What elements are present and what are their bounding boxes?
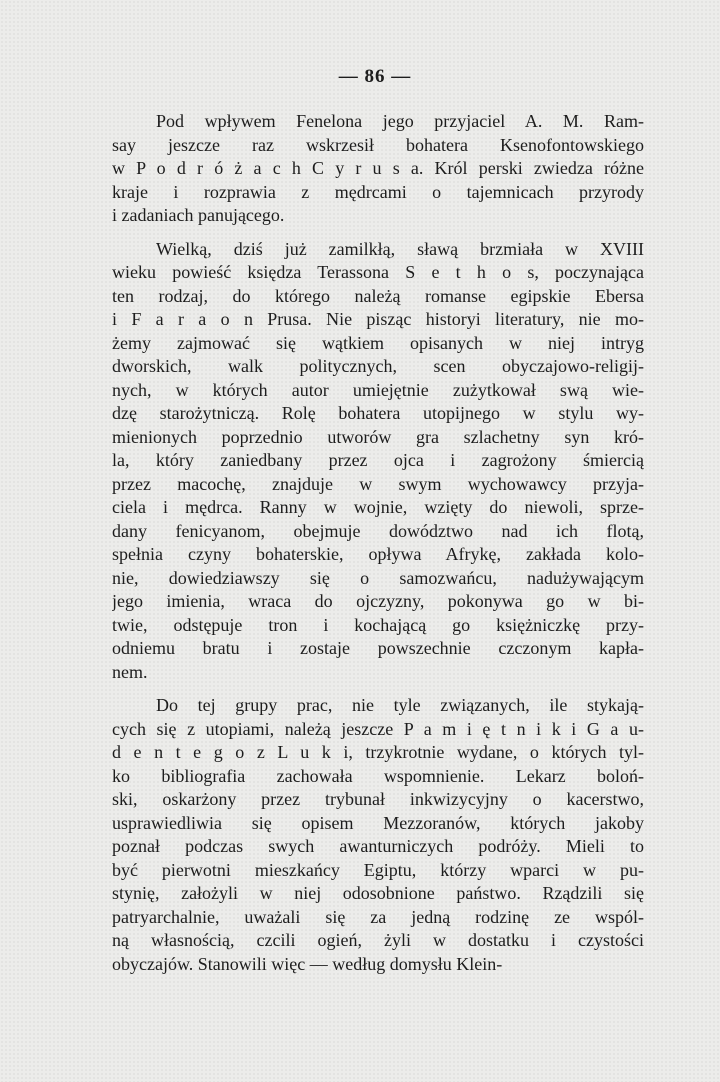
text-line: patryarchalnie, uważali się za jedną rodzinę ze wspól- [112, 906, 644, 927]
text-line: mienionych poprzednio utworów gra szlachetny syn kró- [112, 426, 644, 447]
text-line: Pod wpływem Fenelona jego przyjaciel A. M. Ram- [156, 111, 644, 131]
text-line: nych, w których autor umiejętnie zużytkował swą wie- [112, 379, 644, 400]
text-line: d e n t e g o z L u k i, trzykrotnie wydane, o których tyl- [112, 742, 644, 762]
paragraph [112, 110, 644, 228]
text-line: odniemu bratu i zostaje powszechnie czczonym kapła- [112, 638, 644, 658]
paragraph-gap [112, 228, 644, 238]
text-line: nie, dowiedziawszy się o samozwańcu, nadużywającym [112, 567, 644, 588]
text-line: stynię, założyli w niej odosobnione państwo. Rządzili się [112, 883, 644, 903]
text-line: wieku powieść księdza Terassona S e t h o s, poczynająca [112, 262, 644, 282]
text-line: spełnia czyny bohaterskie, opływa Afrykę, zakłada kolo- [112, 544, 644, 564]
text-line: ten rodzaj, do którego należą romanse egipskie Ebersa [112, 285, 644, 306]
text-line: ciela i mędrca. Ranny w wojnie, wzięty do niewoli, sprze- [112, 497, 644, 517]
text-line: jego imienia, wraca do ojczyzny, pokonywa go w bi- [112, 591, 644, 611]
page-number: — 86 — [338, 66, 412, 87]
text-line: ko bibliografia zachowała wspomnienie. Lekarz boloń- [112, 765, 644, 786]
text-line: przez macochę, znajduje w swym wychowawcy przyja- [112, 473, 644, 494]
text-line: być pierwotni mieszkańcy Egiptu, którzy wparci w pu- [112, 859, 644, 880]
text-line: usprawiedliwia się opisem Mezzoranów, których jakoby [112, 812, 644, 833]
text-line: kraje i rozprawia z mędrcami o tajemnicach przyrody [112, 181, 644, 202]
paragraph [112, 238, 644, 685]
text-line: Wielką, dziś już zamilkłą, sławą brzmiała w XVIII [156, 238, 644, 259]
text-line: dzę starożytniczą. Rolę bohatera utopijnego w stylu wy- [112, 403, 644, 423]
text-line: Do tej grupy prac, nie tyle związanych, ile stykają- [156, 695, 644, 715]
text-line: w P o d r ó ż a c h C y r u s a. Król perski zwiedza różne [112, 158, 644, 178]
paragraph [112, 694, 644, 976]
text-line: poznał podczas swych awanturniczych podróży. Mieli to [112, 836, 644, 856]
text-line: dworskich, walk politycznych, scen obyczajowo-religij- [112, 356, 644, 376]
text-line: i zadaniach panującego. [112, 205, 285, 225]
text-line: ną własnością, czcili ogień, żyli w dostatku i czystości [112, 930, 644, 950]
text-line: dany fenicyanom, obejmuje dowództwo nad ich flotą, [112, 520, 644, 541]
text-line: ski, oskarżony przez trybunał inkwizycyjny o kacerstwo, [112, 789, 644, 809]
paragraph-gap [112, 684, 644, 694]
text-line: żemy zajmować się wątkiem opisanych w niej intryg [112, 332, 644, 353]
body-text [112, 110, 644, 976]
text-line: twie, odstępuje tron i kochającą go księżniczkę przy- [112, 614, 644, 635]
text-line: obyczajów. Stanowili więc — według domysłu Klein- [112, 953, 503, 974]
text-line: i F a r a o n Prusa. Nie pisząc historyi literatury, nie mo- [112, 309, 644, 329]
text-line: nem. [112, 661, 148, 682]
text-line: cych się z utopiami, należą jeszcze P a m i ę t n i k i G a u- [112, 718, 644, 739]
text-line: la, który zaniedbany przez ojca i zagrożony śmiercią [112, 450, 644, 470]
text-line: say jeszcze raz wskrzesił bohatera Ksenofontowskiego [112, 134, 644, 155]
